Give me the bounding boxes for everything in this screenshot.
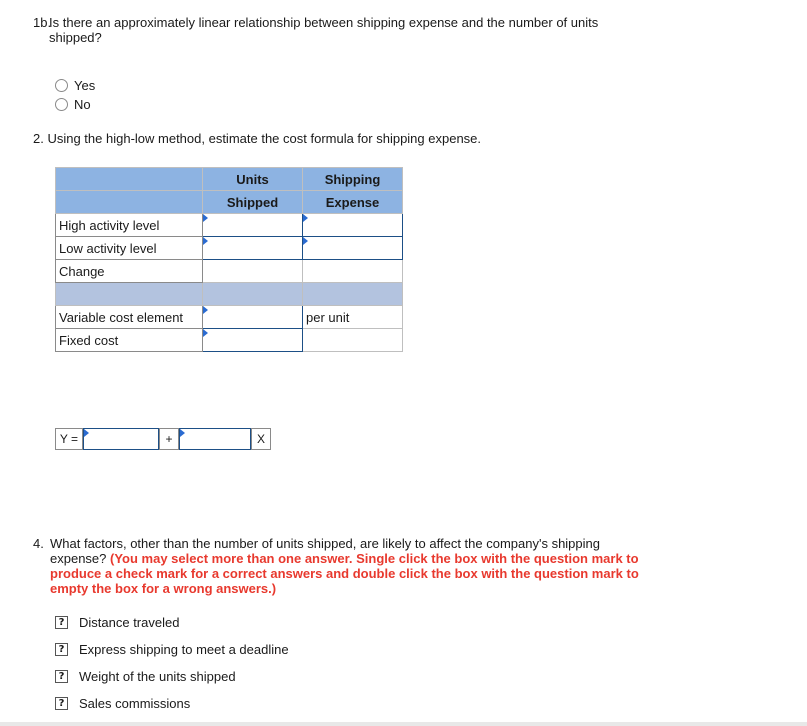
change-units-cell bbox=[203, 260, 303, 283]
factor-label: Sales commissions bbox=[79, 695, 191, 711]
high-low-table bbox=[55, 167, 403, 352]
per-unit-label: per unit bbox=[303, 306, 403, 329]
question-1b-number: 1b. bbox=[33, 15, 52, 30]
fixed-cost-input[interactable] bbox=[203, 329, 303, 352]
row-label-high: High activity level bbox=[56, 214, 203, 237]
question-mark-checkbox-icon[interactable]: ? bbox=[55, 670, 68, 683]
factor-label: Distance traveled bbox=[79, 614, 180, 630]
separator-cell bbox=[203, 283, 303, 306]
radio-yes[interactable] bbox=[55, 79, 68, 92]
table-row bbox=[56, 214, 403, 237]
question-4-instruction: (You may select more than one answer. Single click the box with the question mark to produce a check mark for a correct answers and double click the box with the question mark to empty the box for a wrong answers.) bbox=[50, 551, 639, 596]
formula-x-label: X bbox=[251, 428, 271, 450]
change-expense-cell bbox=[303, 260, 403, 283]
table-row bbox=[56, 237, 403, 260]
row-label-variable: Variable cost element bbox=[56, 306, 203, 329]
question-mark-checkbox-icon[interactable]: ? bbox=[55, 643, 68, 656]
low-expense-input[interactable] bbox=[303, 237, 403, 260]
table-separator-row bbox=[56, 283, 403, 306]
radio-no[interactable] bbox=[55, 98, 68, 111]
separator-cell bbox=[303, 283, 403, 306]
factor-label: Express shipping to meet a deadline bbox=[79, 641, 289, 657]
bottom-divider bbox=[0, 722, 807, 726]
header-shipping-2: Expense bbox=[303, 191, 403, 214]
header-shipping-1: Shipping bbox=[303, 168, 403, 191]
row-label-low: Low activity level bbox=[56, 237, 203, 260]
high-expense-input[interactable] bbox=[303, 214, 403, 237]
variable-cost-input[interactable] bbox=[203, 306, 303, 329]
header-units-1: Units bbox=[203, 168, 303, 191]
row-label-fixed: Fixed cost bbox=[56, 329, 203, 352]
header-empty-cell bbox=[56, 168, 203, 191]
factor-option-commissions[interactable] bbox=[55, 695, 190, 711]
formula-variable-input[interactable] bbox=[179, 428, 251, 450]
table-header-row-2 bbox=[56, 191, 403, 214]
option-no-label: No bbox=[74, 96, 91, 112]
table-row bbox=[56, 329, 403, 352]
factor-label: Weight of the units shipped bbox=[79, 668, 236, 684]
header-units-2: Shipped bbox=[203, 191, 303, 214]
option-yes[interactable] bbox=[55, 77, 95, 93]
question-mark-checkbox-icon[interactable]: ? bbox=[55, 697, 68, 710]
row-label-change: Change bbox=[56, 260, 203, 283]
formula-fixed-input[interactable] bbox=[83, 428, 159, 450]
formula-plus: + bbox=[159, 428, 179, 450]
factor-option-express[interactable] bbox=[55, 641, 289, 657]
table-row bbox=[56, 260, 403, 283]
factor-option-weight[interactable] bbox=[55, 668, 236, 684]
option-no[interactable] bbox=[55, 96, 91, 112]
header-empty-cell-2 bbox=[56, 191, 203, 214]
question-4-text: What factors, other than the number of units shipped, are likely to affect the company's shipping expense? bbox=[50, 536, 600, 566]
formula-y-label: Y = bbox=[55, 428, 83, 450]
question-4-number: 4. bbox=[33, 536, 44, 551]
low-units-input[interactable] bbox=[203, 237, 303, 260]
option-yes-label: Yes bbox=[74, 77, 96, 93]
fixed-cost-empty-cell bbox=[303, 329, 403, 352]
factor-option-distance[interactable] bbox=[55, 614, 179, 630]
question-mark-checkbox-icon[interactable]: ? bbox=[55, 616, 68, 629]
table-row bbox=[56, 306, 403, 329]
question-1b-text: Is there an approximately linear relationship between shipping expense and the number of units shipped? bbox=[49, 15, 599, 45]
question-2-text: 2. Using the high-low method, estimate the cost formula for shipping expense. bbox=[33, 131, 482, 146]
cost-formula bbox=[55, 428, 271, 450]
separator-cell bbox=[56, 283, 203, 306]
high-units-input[interactable] bbox=[203, 214, 303, 237]
table-header-row bbox=[56, 168, 403, 191]
